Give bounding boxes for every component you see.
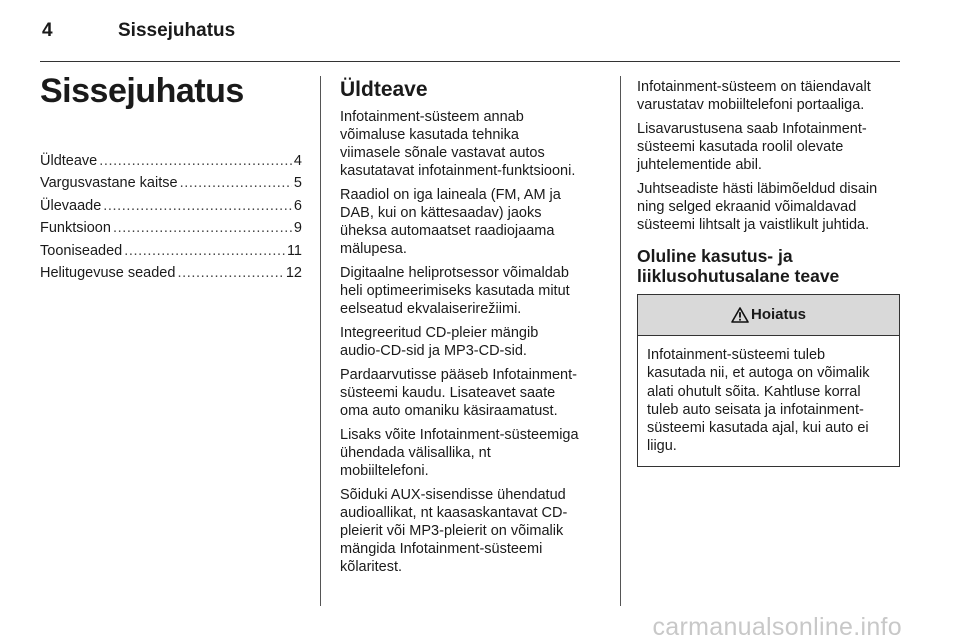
body-paragraph: Infotainment-süsteem annab võimaluse kasutada tehnika viimasele sõnale vastavat autos kasutatavat infotainment-funktsiooni. <box>340 109 576 179</box>
column-divider <box>620 76 621 606</box>
general-info-column <box>340 76 606 582</box>
toc-entry-page: 6 <box>293 197 302 214</box>
header-divider <box>40 61 900 62</box>
body-paragraph: Integreeritud CD-pleier mängib audio-CD-sid ja MP3-CD-sid. <box>340 325 539 359</box>
toc-entry-label: Üldteave <box>40 153 98 169</box>
toc-leader-dots <box>103 195 292 217</box>
body-paragraph: Pardaarvutisse pääseb Infotainment- süsteemi kaudu. Lisateavet saate oma auto omaniku käsiraamatust. <box>340 367 577 419</box>
page-number: 4 <box>42 20 53 41</box>
toc-entry-page: 4 <box>293 153 302 169</box>
toc-leader-dots <box>180 172 292 194</box>
toc-entry-label: Helitugevuse seaded <box>40 264 176 281</box>
toc-entry[interactable] <box>40 172 302 194</box>
toc-entry-label: Ülevaade <box>40 197 102 214</box>
chapter-title: Sissejuhatus <box>40 72 244 110</box>
running-header-title: Sissejuhatus <box>118 20 236 41</box>
body-paragraph: Juhtseadiste hästi läbimõeldud disain ning selged ekraanid võimaldavad süsteemi lihtsalt ja vaistlikult juhtida. <box>637 181 878 233</box>
toc-leader-dots <box>124 240 285 262</box>
safety-column <box>637 78 903 467</box>
toc-entry-page: 5 <box>293 175 302 192</box>
warning-box <box>637 294 900 467</box>
warning-text: Infotainment-süsteemi tuleb kasutada nii, et autoga on võimalik alati ohutult sõita. Kahtluse korral tuleb auto seisata ja infotainment- süsteemi kasutada ajal, kui auto ei liigu. <box>647 347 870 455</box>
toc-entry-label: Vargusvastane kaitse <box>40 175 178 192</box>
toc-entry-page: 12 <box>285 264 302 281</box>
toc-entry-label: Tooniseaded <box>40 242 123 259</box>
watermark: carmanualsonline.info <box>652 613 902 641</box>
table-of-contents <box>40 150 302 284</box>
safety-subheading: Oluline kasutus- ja liiklusohutusalane teave <box>637 246 840 286</box>
body-paragraph: Digitaalne heliprotsessor võimaldab heli optimeerimiseks kasutada mitut eelseatud ekvalaiserirežiimi. <box>340 265 570 317</box>
section-heading: Üldteave <box>340 78 428 101</box>
toc-leader-dots <box>177 262 283 284</box>
toc-entry[interactable] <box>40 262 302 284</box>
toc-entry[interactable] <box>40 240 302 262</box>
warning-header <box>638 295 899 336</box>
toc-leader-dots <box>113 217 292 239</box>
toc-entry[interactable] <box>40 195 302 217</box>
toc-entry-page: 11 <box>286 242 302 259</box>
body-paragraph: Lisavarustusena saab Infotainment- süsteemi kasutada roolil olevate juhtelementide abil. <box>637 121 867 173</box>
body-paragraph: Raadiol on iga laineala (FM, AM ja DAB, kui on kättesaadav) jaoks üheksa automaatset raadiojaama mälupesa. <box>340 187 561 257</box>
warning-triangle-icon <box>731 307 749 323</box>
toc-leader-dots <box>99 150 292 172</box>
warning-title: Hoiatus <box>750 306 806 323</box>
toc-entry-page: 9 <box>293 220 302 237</box>
column-divider <box>320 76 321 606</box>
toc-entry[interactable] <box>40 150 302 172</box>
body-paragraph: Lisaks võite Infotainment-süsteemiga ühendada välisallika, nt mobiiltelefoni. <box>340 427 579 479</box>
body-paragraph: Sõiduki AUX-sisendisse ühendatud audioallikat, nt kaasaskantavat CD- pleierit või MP3-pleierit on võimalik mängida Infotainment-süsteemi kõlaritest. <box>340 487 568 575</box>
body-paragraph: Infotainment-süsteem on täiendavalt varustatav mobiiltelefoni portaaliga. <box>637 79 871 113</box>
toc-entry-label: Funktsioon <box>40 220 111 237</box>
toc-entry[interactable] <box>40 217 302 239</box>
